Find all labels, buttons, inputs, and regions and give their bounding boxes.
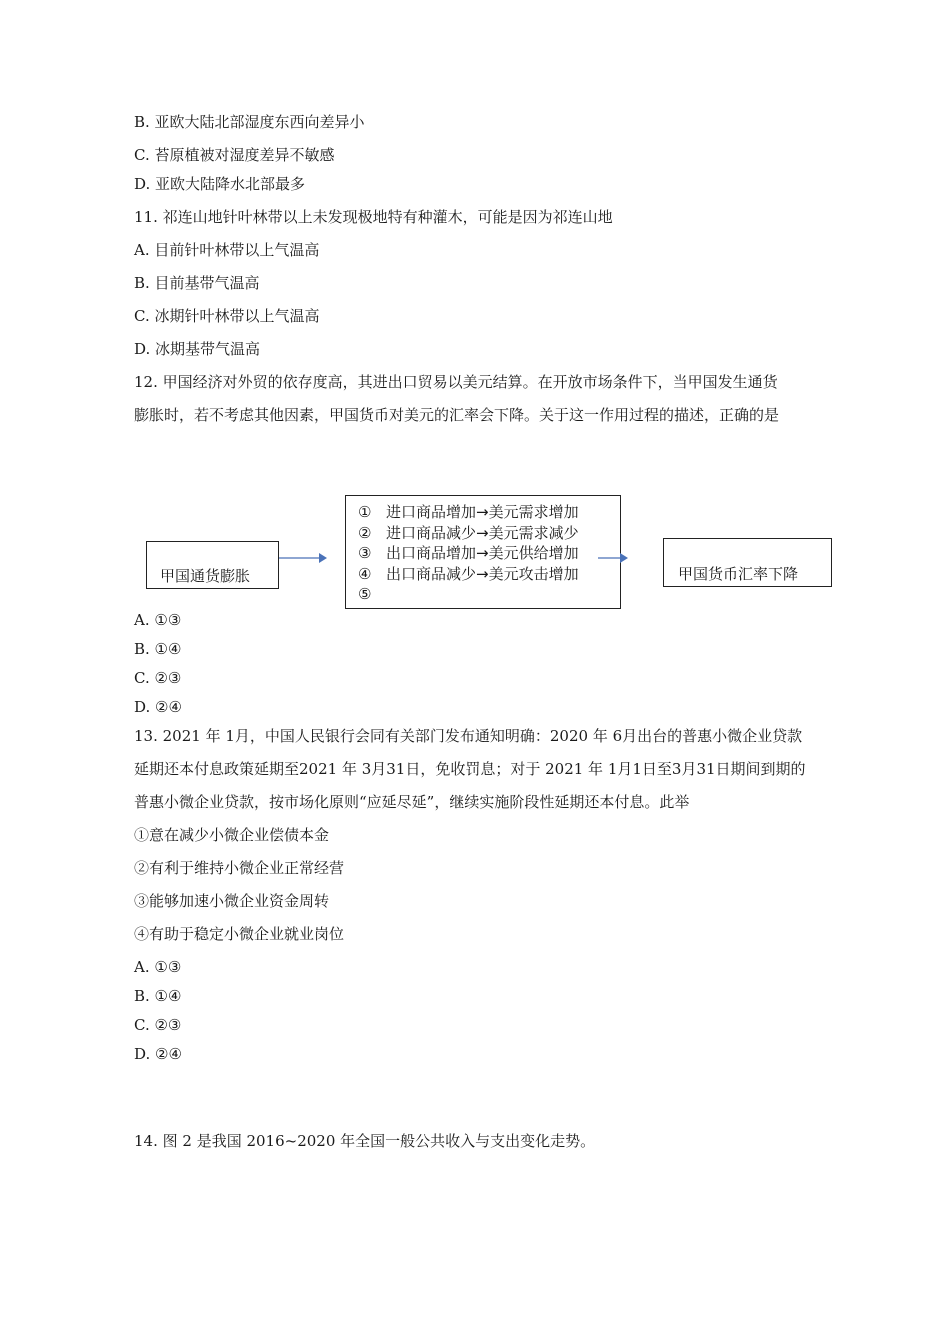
q10-option-b: B. 亚欧大陆北部湿度东西向差异小: [134, 113, 365, 131]
q13-option-d: D. ②④: [134, 1045, 182, 1063]
diagram-left-box: [146, 541, 279, 589]
q13-option-c: C. ②③: [134, 1016, 182, 1034]
q11-option-d: D. 冰期基带气温高: [134, 340, 261, 358]
diagram-item-1: ① 进口商品增加→美元需求增加: [358, 503, 579, 521]
q13-statement-4: ④有助于稳定小微企业就业岗位: [134, 925, 345, 943]
diagram-center-box: [345, 495, 621, 609]
q12-option-d: D. ②④: [134, 698, 182, 716]
q13-stem-line3: 普惠小微企业贷款，按市场化原则“应延尽延”，继续实施阶段性延期还本付息。此举: [134, 793, 690, 811]
q13-statement-1: ①意在减少小微企业偿债本金: [134, 826, 330, 844]
diagram-item-3: ③ 出口商品增加→美元供给增加: [358, 544, 579, 562]
q12-option-a: A. ①③: [134, 611, 182, 629]
q13-option-a: A. ①③: [134, 958, 182, 976]
q11-stem: 11. 祁连山地针叶林带以上未发现极地特有种灌木，可能是因为祁连山地: [134, 208, 613, 226]
diagram-right-box: [663, 538, 832, 587]
q12-stem-line1: 12. 甲国经济对外贸的依存度高，其进出口贸易以美元结算。在开放市场条件下，当甲国发生通货: [134, 373, 778, 391]
diagram-arrow-right: [598, 548, 638, 568]
diagram-item-5: ⑤: [358, 585, 372, 603]
q12-option-c: C. ②③: [134, 669, 182, 687]
q10-option-c: C. 苔原植被对湿度差异不敏感: [134, 146, 335, 164]
q11-option-c: C. 冰期针叶林带以上气温高: [134, 307, 320, 325]
diagram-item-4: ④ 出口商品减少→美元攻击增加: [358, 564, 579, 583]
q11-option-a: A. 目前针叶林带以上气温高: [134, 241, 320, 259]
q13-stem-line2: 延期还本付息政策延期至2021 年 3月31日，免收罚息；对于 2021 年 1月1日至3月31日期间到期的: [134, 760, 806, 778]
diagram-item-2: ② 进口商品减少→美元需求减少: [358, 523, 579, 542]
q11-option-b: B. 目前基带气温高: [134, 274, 260, 292]
diagram-right-label: 甲国货币汇率下降: [678, 565, 799, 583]
q10-option-d: D. 亚欧大陆降水北部最多: [134, 175, 306, 193]
diagram-arrow-left: [279, 548, 339, 568]
diagram-left-label: 甲国通货膨胀: [160, 567, 251, 585]
q14-stem: 14. 图 2 是我国 2016~2020 年全国一般公共收入与支出变化走势。: [134, 1132, 596, 1150]
q12-stem-line2: 膨胀时，若不考虑其他因素，甲国货币对美元的汇率会下降。关于这一作用过程的描述，正确的是: [134, 406, 780, 424]
q13-statement-2: ②有利于维持小微企业正常经营: [134, 859, 345, 877]
q12-option-b: B. ①④: [134, 640, 182, 658]
q13-statement-3: ③能够加速小微企业资金周转: [134, 892, 330, 910]
q13-option-b: B. ①④: [134, 987, 182, 1005]
q13-stem-line1: 13. 2021 年 1月，中国人民银行会同有关部门发布通知明确：2020 年 6月出台的普惠小微企业贷款: [134, 727, 803, 745]
